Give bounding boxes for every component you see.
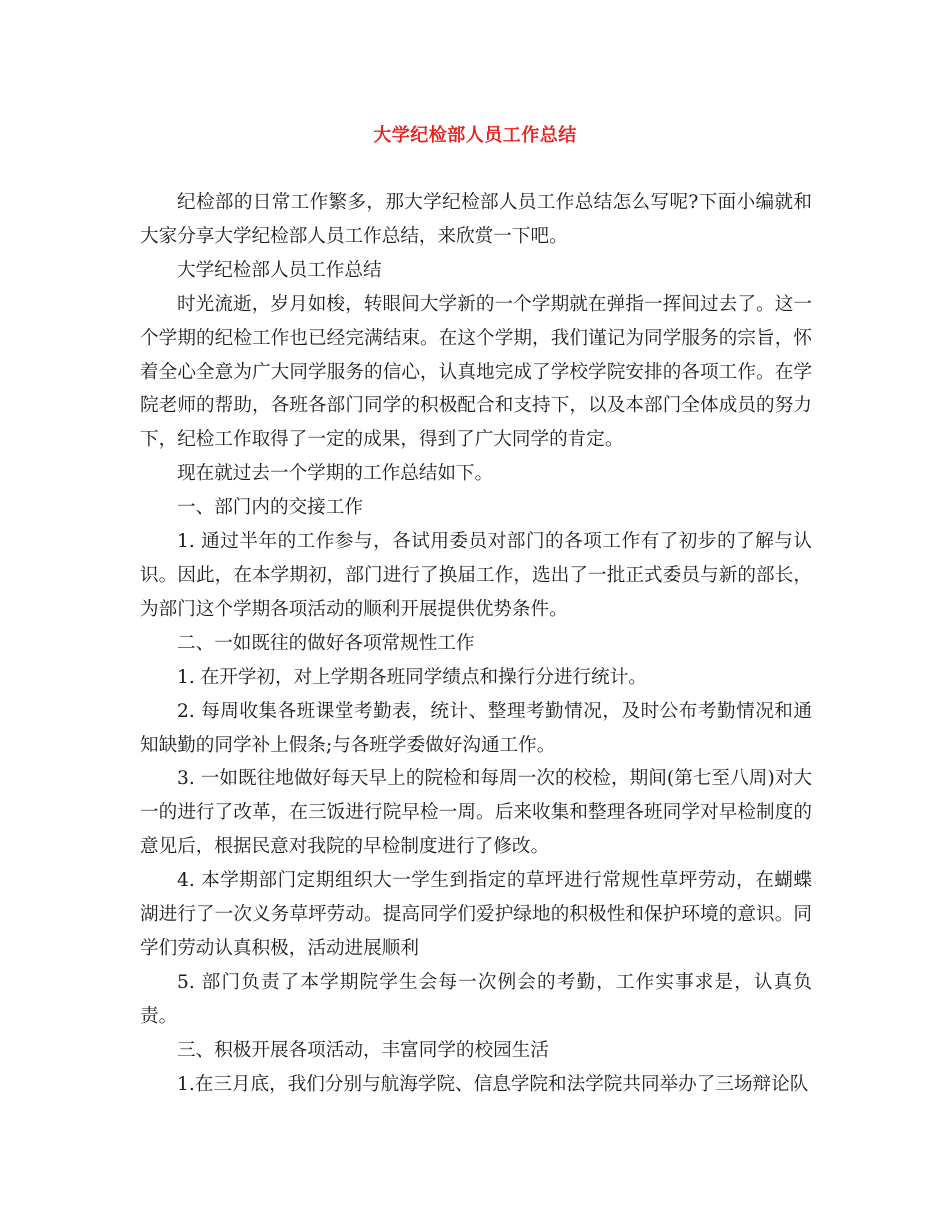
paragraph-item: 4. 本学期部门定期组织大一学生到指定的草坪进行常规性草坪劳动，在蝴蝶湖进行了一次义务草坪劳动。提高同学们爱护绿地的积极性和保护环境的意识。同学们劳动认真积极，活动进展顺利 <box>140 870 812 959</box>
document-title: 大学纪检部人员工作总结 <box>373 125 577 146</box>
paragraph-intro: 纪检部的日常工作繁多，那大学纪检部人员工作总结怎么写呢?下面小编就和大家分享大学纪检部人员工作总结，来欣赏一下吧。 <box>140 192 812 247</box>
paragraph-item: 1. 通过半年的工作参与，各试用委员对部门的各项工作有了初步的了解与认识。因此，在本学期初，部门进行了换届工作，选出了一批正式委员与新的部长，为部门这个学期各项活动的顺利开展提供优势条件。 <box>140 531 812 620</box>
paragraph-subtitle: 大学纪检部人员工作总结 <box>177 259 382 281</box>
paragraph-item: 3. 一如既往地做好每天早上的院检和每周一次的校检，期间(第七至八周)对大一的进行了改革，在三饭进行院早检一周。后来收集和整理各班同学对早检制度的意见后，根据民意对我院的早检制度进行了修改。 <box>140 768 812 858</box>
document-body <box>140 186 812 1101</box>
section-heading-2: 二、一如既往的做好各项常规性工作 <box>177 632 475 654</box>
paragraph-summary-lead: 现在就过去一个学期的工作总结如下。 <box>177 463 494 485</box>
paragraph-item: 1. 在开学初，对上学期各班同学绩点和操行分进行统计。 <box>177 666 647 688</box>
paragraph-item: 2. 每周收集各班课堂考勤表，统计、整理考勤情况，及时公布考勤情况和通知缺勤的同学补上假条;与各班学委做好沟通工作。 <box>140 700 812 756</box>
paragraph-opening: 时光流逝，岁月如梭，转眼间大学新的一个学期就在弹指一挥间过去了。这一个学期的纪检工作也已经完满结束。在这个学期，我们谨记为同学服务的宗旨，怀着全心全意为广大同学服务的信心，认真地完成了学校学院安排的各项工作。在学院老师的帮助，各班各部门同学的积极配合和支持下，以及本部门全体成员的努力下，纪检工作取得了一定的成果，得到了广大同学的肯定。 <box>140 293 812 451</box>
section-heading-3: 三、积极开展各项活动，丰富同学的校园生活 <box>177 1039 549 1061</box>
paragraph-item: 5. 部门负责了本学期院学生会每一次例会的考勤，工作实事求是，认真负责。 <box>140 971 812 1027</box>
paragraph-item: 1.在三月底，我们分别与航海学院、信息学院和法学院共同举办了三场辩论队 <box>177 1073 809 1095</box>
section-heading-1: 一、部门内的交接工作 <box>177 497 363 519</box>
